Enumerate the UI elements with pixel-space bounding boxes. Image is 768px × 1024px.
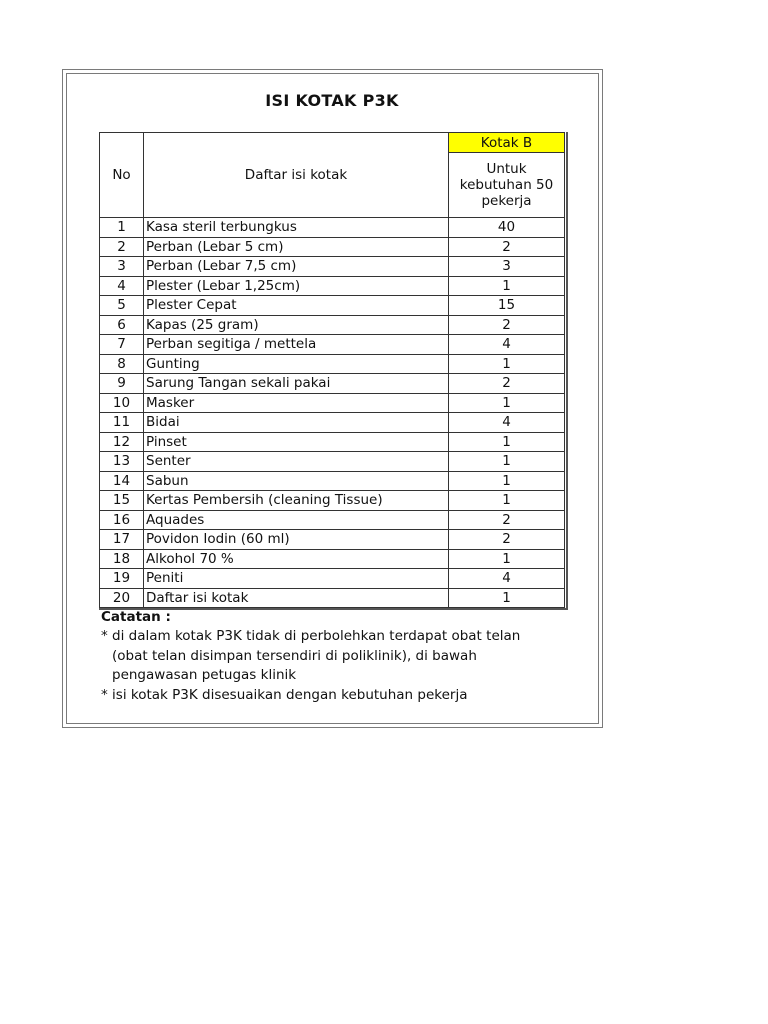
table-row (100, 530, 565, 550)
row-item: Sabun (144, 471, 449, 491)
row-item: Masker (144, 393, 449, 413)
note-1-line-2: (obat telan disimpan tersendiri di poliklinik), di bawah (112, 647, 477, 664)
row-number: 10 (100, 393, 144, 413)
row-number: 13 (100, 452, 144, 472)
row-number: 7 (100, 335, 144, 355)
row-item: Sarung Tangan sekali pakai (144, 374, 449, 394)
table-row (100, 471, 565, 491)
table-row (100, 218, 565, 238)
header-box-label: Kotak B (449, 133, 565, 153)
row-item: Aquades (144, 510, 449, 530)
header-box-desc: Untuk kebutuhan 50 pekerja (449, 153, 565, 218)
row-number: 20 (100, 588, 144, 608)
row-quantity: 1 (449, 354, 565, 374)
row-number: 6 (100, 315, 144, 335)
row-number: 11 (100, 413, 144, 433)
row-item: Daftar isi kotak (144, 588, 449, 608)
table-row (100, 257, 565, 277)
row-item: Gunting (144, 354, 449, 374)
table-row (100, 393, 565, 413)
row-item: Kertas Pembersih (cleaning Tissue) (144, 491, 449, 511)
row-quantity: 1 (449, 452, 565, 472)
row-quantity: 1 (449, 588, 565, 608)
notes-section (101, 608, 520, 705)
table-row (100, 491, 565, 511)
header-item: Daftar isi kotak (144, 133, 449, 218)
row-number: 12 (100, 432, 144, 452)
table-row (100, 588, 565, 608)
table-row (100, 569, 565, 589)
row-number: 8 (100, 354, 144, 374)
row-item: Kapas (25 gram) (144, 315, 449, 335)
row-quantity: 2 (449, 510, 565, 530)
table-row (100, 374, 565, 394)
note-2: * isi kotak P3K disesuaikan dengan kebutuhan pekerja (101, 686, 468, 703)
table-row (100, 549, 565, 569)
row-quantity: 4 (449, 413, 565, 433)
row-quantity: 4 (449, 335, 565, 355)
row-item: Plester Cepat (144, 296, 449, 316)
row-quantity: 1 (449, 276, 565, 296)
row-item: Peniti (144, 569, 449, 589)
header-no: No (100, 133, 144, 218)
table-container (99, 132, 568, 610)
row-quantity: 2 (449, 530, 565, 550)
row-item: Plester (Lebar 1,25cm) (144, 276, 449, 296)
row-item: Povidon Iodin (60 ml) (144, 530, 449, 550)
row-quantity: 1 (449, 471, 565, 491)
row-quantity: 2 (449, 374, 565, 394)
contents-table (99, 132, 565, 608)
row-number: 3 (100, 257, 144, 277)
notes-heading: Catatan : (101, 609, 171, 625)
table-row (100, 432, 565, 452)
row-number: 15 (100, 491, 144, 511)
table-row (100, 315, 565, 335)
row-quantity: 2 (449, 315, 565, 335)
row-item: Kasa steril terbungkus (144, 218, 449, 238)
row-quantity: 3 (449, 257, 565, 277)
table-header-row (100, 133, 565, 153)
row-number: 1 (100, 218, 144, 238)
row-number: 19 (100, 569, 144, 589)
table-row (100, 452, 565, 472)
row-item: Perban (Lebar 5 cm) (144, 237, 449, 257)
note-1-line-3: pengawasan petugas klinik (112, 667, 297, 684)
row-item: Perban (Lebar 7,5 cm) (144, 257, 449, 277)
table-row (100, 354, 565, 374)
note-1-line-1: * di dalam kotak P3K tidak di perbolehkan terdapat obat telan (101, 628, 521, 645)
row-quantity: 2 (449, 237, 565, 257)
row-number: 4 (100, 276, 144, 296)
row-item: Alkohol 70 % (144, 549, 449, 569)
row-number: 16 (100, 510, 144, 530)
row-quantity: 40 (449, 218, 565, 238)
row-number: 9 (100, 374, 144, 394)
row-number: 14 (100, 471, 144, 491)
row-quantity: 1 (449, 432, 565, 452)
table-row (100, 237, 565, 257)
table-row (100, 510, 565, 530)
row-number: 18 (100, 549, 144, 569)
row-item: Bidai (144, 413, 449, 433)
row-item: Senter (144, 452, 449, 472)
row-quantity: 1 (449, 491, 565, 511)
table-row (100, 335, 565, 355)
table-row (100, 413, 565, 433)
row-number: 5 (100, 296, 144, 316)
row-quantity: 4 (449, 569, 565, 589)
row-item: Pinset (144, 432, 449, 452)
row-quantity: 15 (449, 296, 565, 316)
page-title: ISI KOTAK P3K (265, 91, 399, 110)
table-row (100, 296, 565, 316)
row-number: 2 (100, 237, 144, 257)
row-number: 17 (100, 530, 144, 550)
table-row (100, 276, 565, 296)
row-quantity: 1 (449, 393, 565, 413)
row-quantity: 1 (449, 549, 565, 569)
row-item: Perban segitiga / mettela (144, 335, 449, 355)
